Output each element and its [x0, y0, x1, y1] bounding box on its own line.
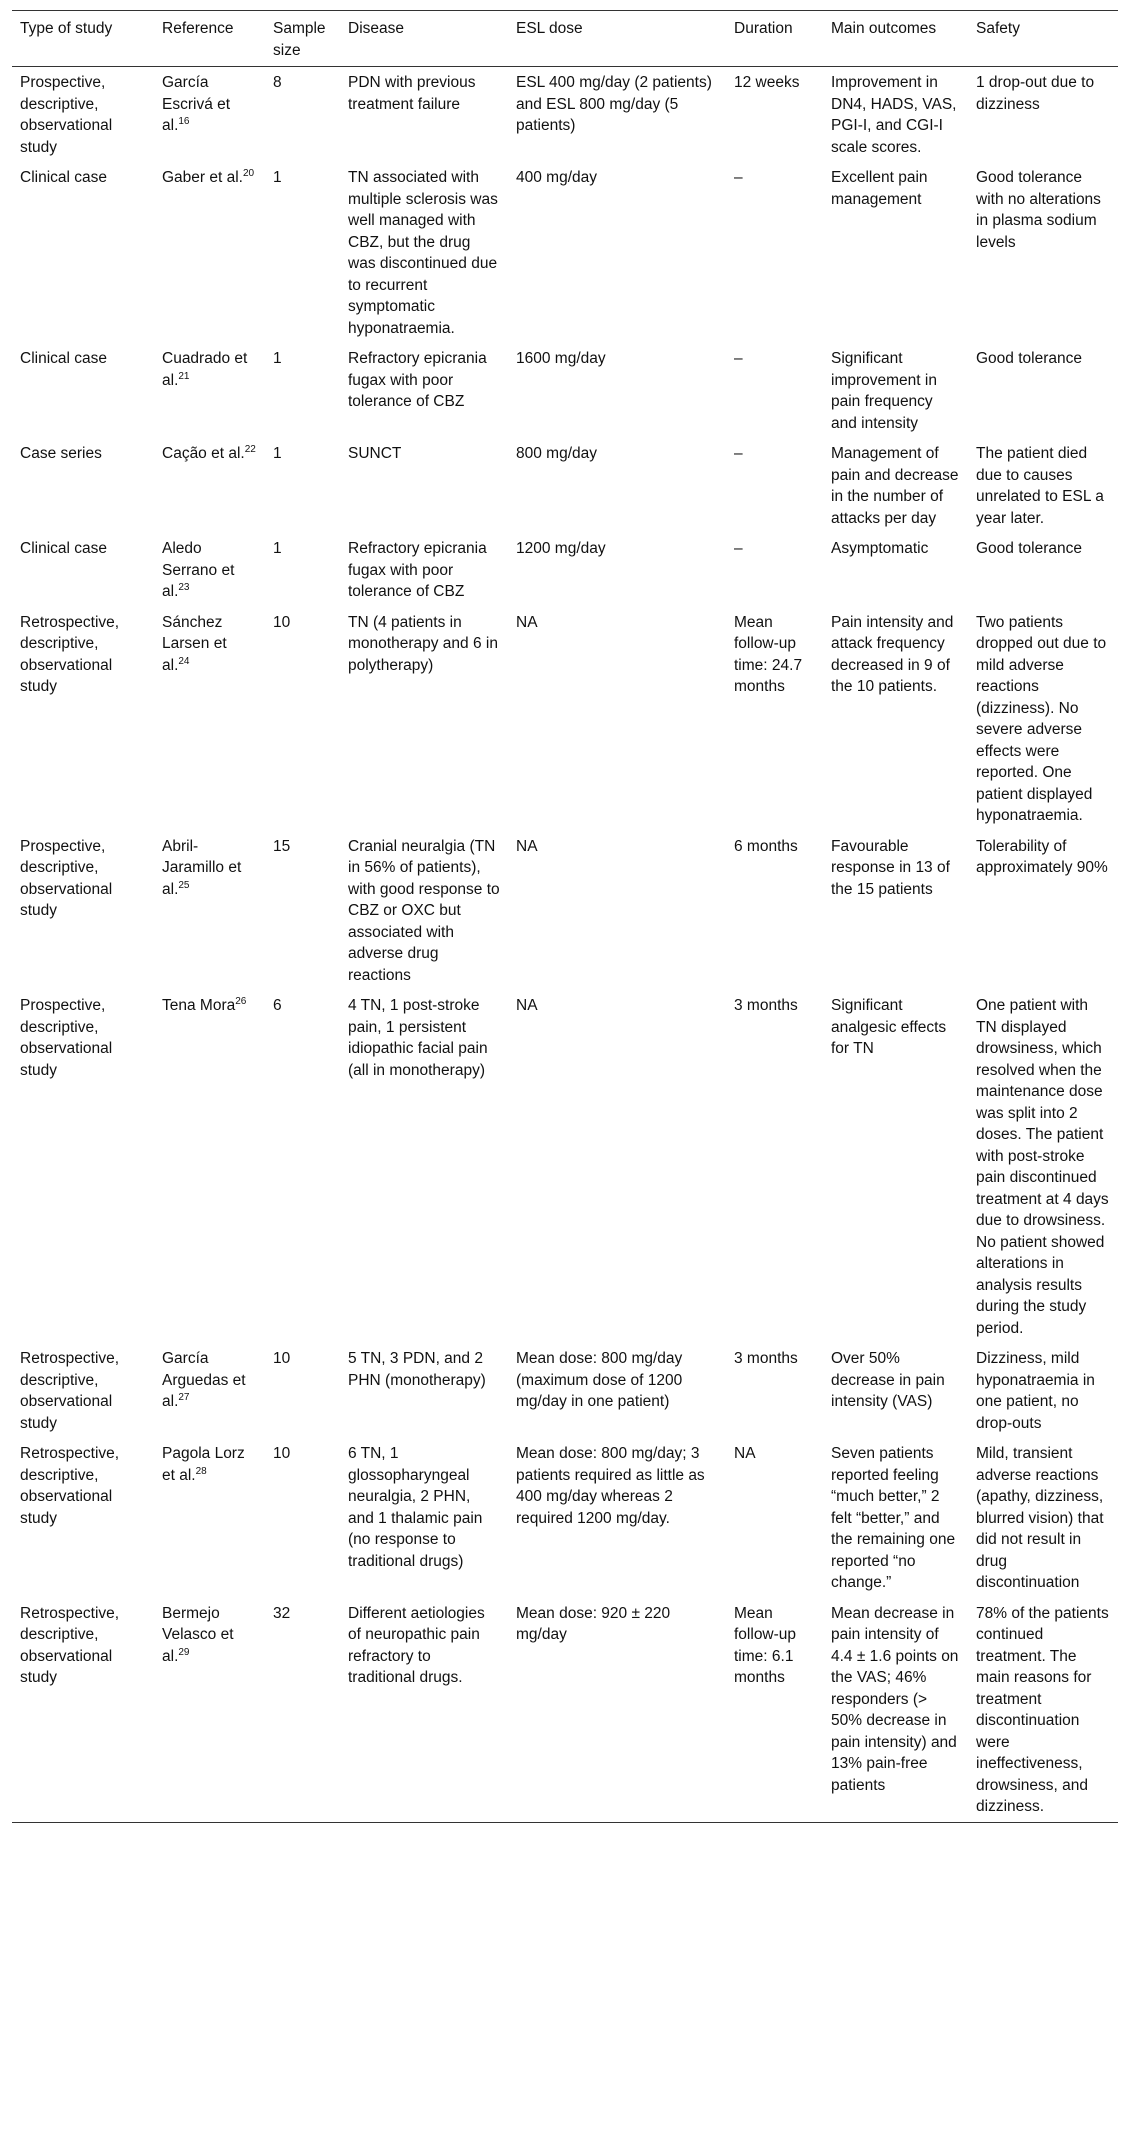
cell-safety: Mild, transient adverse reactions (apathy, dizziness, blurred vision) that did not result in drug discontinuation [976, 1445, 1104, 1591]
cell-main-outcomes: Favourable response in 13 of the 15 patients [831, 837, 950, 898]
reference-text: Pagola Lorz et al. [162, 1445, 245, 1484]
cell-duration: Mean follow-up time: 24.7 months [734, 613, 803, 695]
reference-citation: 23 [178, 581, 190, 593]
table-row [12, 1343, 1118, 1438]
cell-main-outcomes: Seven patients reported feeling “much better,” 2 felt “better,” and the remaining one reported “no change.” [831, 1445, 956, 1591]
cell-safety: Two patients dropped out due to mild adverse reactions (dizziness). No severe adverse effects were reported. One patient displayed hyponatraemia. [976, 613, 1107, 824]
reference-citation: 28 [195, 1465, 207, 1477]
cell-type-of-study: Clinical case [20, 169, 108, 186]
cell-reference [154, 1438, 265, 1598]
header-type-of-study: Type of study [20, 20, 113, 37]
cell-main-outcomes: Improvement in DN4, HADS, VAS, PGI-I, and CGI-I scale scores. [831, 74, 957, 156]
cell-esl-dose: NA [516, 837, 538, 855]
cell-sample-size: 1 [273, 540, 282, 557]
cell-reference [154, 438, 265, 533]
cell-type-of-study: Retrospective, descriptive, observational study [20, 613, 120, 695]
cell-main-outcomes: Pain intensity and attack frequency decreased in 9 of the 10 patients. [831, 613, 954, 695]
cell-disease: Refractory epicrania fugax with poor tolerance of CBZ [348, 350, 487, 410]
table-row [12, 162, 1118, 343]
reference-citation: 26 [235, 995, 247, 1007]
cell-esl-dose: Mean dose: 920 ± 220 mg/day [516, 1604, 671, 1643]
reference-citation: 27 [178, 1391, 190, 1403]
cell-type-of-study: Retrospective, descriptive, observational study [20, 1350, 120, 1432]
table-row [12, 990, 1118, 1343]
reference-citation: 24 [178, 655, 190, 667]
cell-main-outcomes: Mean decrease in pain intensity of 4.4 ± 1.6 points on the VAS; 46% responders (> 50% decrease in pain intensity) and 13% pain-free patients [831, 1604, 959, 1794]
cell-duration: – [734, 169, 743, 186]
cell-main-outcomes: Significant analgesic effects for TN [831, 997, 947, 1057]
cell-safety: 1 drop-out due to dizziness [976, 74, 1095, 113]
header-row [12, 11, 1118, 67]
cell-duration: – [734, 445, 743, 462]
cell-disease: Refractory epicrania fugax with poor tolerance of CBZ [348, 540, 487, 600]
cell-disease: 4 TN, 1 post-stroke pain, 1 persistent idiopathic facial pain (all in monotherapy) [348, 997, 488, 1079]
cell-esl-dose: 400 mg/day [516, 169, 597, 186]
cell-disease: TN (4 patients in monotherapy and 6 in polytherapy) [348, 613, 498, 674]
reference-text: Abril-Jaramillo et al. [162, 837, 242, 898]
cell-main-outcomes: Excellent pain management [831, 169, 928, 208]
cell-esl-dose: NA [516, 997, 538, 1014]
reference-citation: 22 [244, 443, 256, 455]
cell-type-of-study: Prospective, descriptive, observational study [20, 837, 113, 919]
cell-sample-size: 10 [273, 613, 291, 631]
reference-text: Bermejo Velasco et al. [162, 1604, 234, 1665]
cell-main-outcomes: Over 50% decrease in pain intensity (VAS) [831, 1350, 945, 1410]
cell-reference [154, 67, 265, 163]
table-row [12, 343, 1118, 438]
cell-type-of-study: Clinical case [20, 540, 108, 557]
cell-duration: – [734, 540, 743, 557]
cell-type-of-study: Retrospective, descriptive, observational study [20, 1604, 120, 1686]
cell-safety: Tolerability of approximately 90% [976, 837, 1108, 876]
table-header [12, 11, 1118, 67]
cell-reference [154, 607, 265, 831]
header-main-outcomes: Main outcomes [831, 20, 937, 37]
table-row [12, 1438, 1118, 1598]
cell-duration: 12 weeks [734, 74, 800, 91]
cell-disease: 6 TN, 1 glossopharyngeal neuralgia, 2 PHN, and 1 thalamic pain (no response to traditional drugs) [348, 1445, 483, 1570]
cell-sample-size: 10 [273, 1350, 291, 1367]
cell-esl-dose: 1600 mg/day [516, 350, 606, 367]
cell-sample-size: 32 [273, 1604, 291, 1622]
cell-safety: One patient with TN displayed drowsiness, which resolved when the maintenance dose was split into 2 doses. The patient with post-stroke pain discontinued treatment at 4 days due to drowsiness. No patient showed alterations in analysis results during the study period. [976, 997, 1109, 1337]
header-duration: Duration [734, 20, 793, 37]
cell-safety: Dizziness, mild hyponatraemia in one patient, no drop-outs [976, 1350, 1095, 1432]
header-reference: Reference [162, 20, 234, 37]
reference-citation: 20 [243, 167, 255, 179]
cell-duration: 6 months [734, 837, 798, 855]
cell-reference [154, 343, 265, 438]
cell-disease: TN associated with multiple sclerosis was well managed with CBZ, but the drug was discontinued due to recurrent symptomatic hyponatraemia. [348, 169, 498, 337]
cell-main-outcomes: Management of pain and decrease in the number of attacks per day [831, 445, 959, 527]
header-disease: Disease [348, 20, 404, 37]
header-esl-dose: ESL dose [516, 20, 583, 37]
table-row [12, 67, 1118, 163]
cell-duration: Mean follow-up time: 6.1 months [734, 1604, 797, 1686]
cell-duration: NA [734, 1445, 756, 1462]
cell-type-of-study: Prospective, descriptive, observational study [20, 74, 113, 156]
cell-esl-dose: ESL 400 mg/day (2 patients) and ESL 800 mg/day (5 patients) [516, 74, 712, 134]
cell-sample-size: 15 [273, 837, 291, 855]
table-row [12, 1598, 1118, 1823]
cell-type-of-study: Clinical case [20, 350, 108, 367]
table-row [12, 831, 1118, 991]
cell-main-outcomes: Significant improvement in pain frequency and intensity [831, 350, 937, 432]
cell-sample-size: 1 [273, 169, 282, 186]
cell-sample-size: 8 [273, 74, 282, 91]
cell-disease: SUNCT [348, 445, 402, 462]
cell-main-outcomes: Asymptomatic [831, 540, 929, 557]
cell-duration: 3 months [734, 997, 798, 1014]
header-safety: Safety [976, 20, 1020, 37]
reference-text: Cuadrado et al. [162, 350, 248, 389]
cell-reference [154, 1598, 265, 1823]
cell-reference [154, 831, 265, 991]
cell-sample-size: 1 [273, 350, 282, 367]
reference-text: Aledo Serrano et al. [162, 540, 235, 600]
reference-text: Gaber et al. [162, 169, 243, 186]
cell-duration: 3 months [734, 1350, 798, 1367]
cell-safety: The patient died due to causes unrelated to ESL a year later. [976, 445, 1104, 527]
reference-text: Cação et al. [162, 445, 245, 462]
reference-citation: 21 [178, 370, 190, 382]
cell-duration: – [734, 350, 743, 367]
cell-disease: 5 TN, 3 PDN, and 2 PHN (monotherapy) [348, 1350, 486, 1389]
cell-safety: Good tolerance with no alterations in plasma sodium levels [976, 169, 1101, 251]
table-body [12, 67, 1118, 1823]
reference-citation: 16 [178, 115, 190, 127]
cell-disease: Different aetiologies of neuropathic pain refractory to traditional drugs. [348, 1604, 485, 1686]
cell-sample-size: 6 [273, 997, 282, 1014]
cell-safety: Good tolerance [976, 350, 1082, 367]
cell-reference [154, 1343, 265, 1438]
table-row [12, 607, 1118, 831]
cell-sample-size: 10 [273, 1445, 291, 1462]
reference-text: García Arguedas et al. [162, 1350, 246, 1410]
reference-text: Sánchez Larsen et al. [162, 613, 227, 674]
cell-disease: PDN with previous treatment failure [348, 74, 476, 113]
studies-table [12, 10, 1118, 1823]
studies-table-container [12, 10, 1118, 1823]
cell-type-of-study: Prospective, descriptive, observational study [20, 997, 113, 1079]
table-row [12, 438, 1118, 533]
cell-type-of-study: Retrospective, descriptive, observational study [20, 1445, 120, 1527]
cell-esl-dose: Mean dose: 800 mg/day (maximum dose of 1200 mg/day in one patient) [516, 1350, 683, 1410]
cell-esl-dose: NA [516, 613, 538, 631]
reference-citation: 29 [178, 1646, 190, 1658]
cell-type-of-study: Case series [20, 445, 102, 462]
cell-reference [154, 990, 265, 1343]
cell-safety: Good tolerance [976, 540, 1082, 557]
cell-esl-dose: 1200 mg/day [516, 540, 606, 557]
table-row [12, 533, 1118, 607]
cell-reference [154, 533, 265, 607]
reference-text: Tena Mora [162, 997, 236, 1014]
cell-safety: 78% of the patients continued treatment. The main reasons for treatment discontinuation were ineffectiveness, drowsiness, and dizziness. [976, 1604, 1109, 1815]
cell-sample-size: 1 [273, 445, 282, 462]
cell-esl-dose: Mean dose: 800 mg/day; 3 patients required as little as 400 mg/day whereas 2 required 1200 mg/day. [516, 1445, 705, 1527]
reference-citation: 25 [178, 879, 190, 891]
cell-reference [154, 162, 265, 343]
reference-text: García Escrivá et al. [162, 74, 231, 134]
cell-esl-dose: 800 mg/day [516, 445, 597, 462]
header-sample-size: Sample size [273, 20, 326, 59]
cell-disease: Cranial neuralgia (TN in 56% of patients), with good response to CBZ or OXC but associated with adverse drug reactions [348, 837, 500, 984]
